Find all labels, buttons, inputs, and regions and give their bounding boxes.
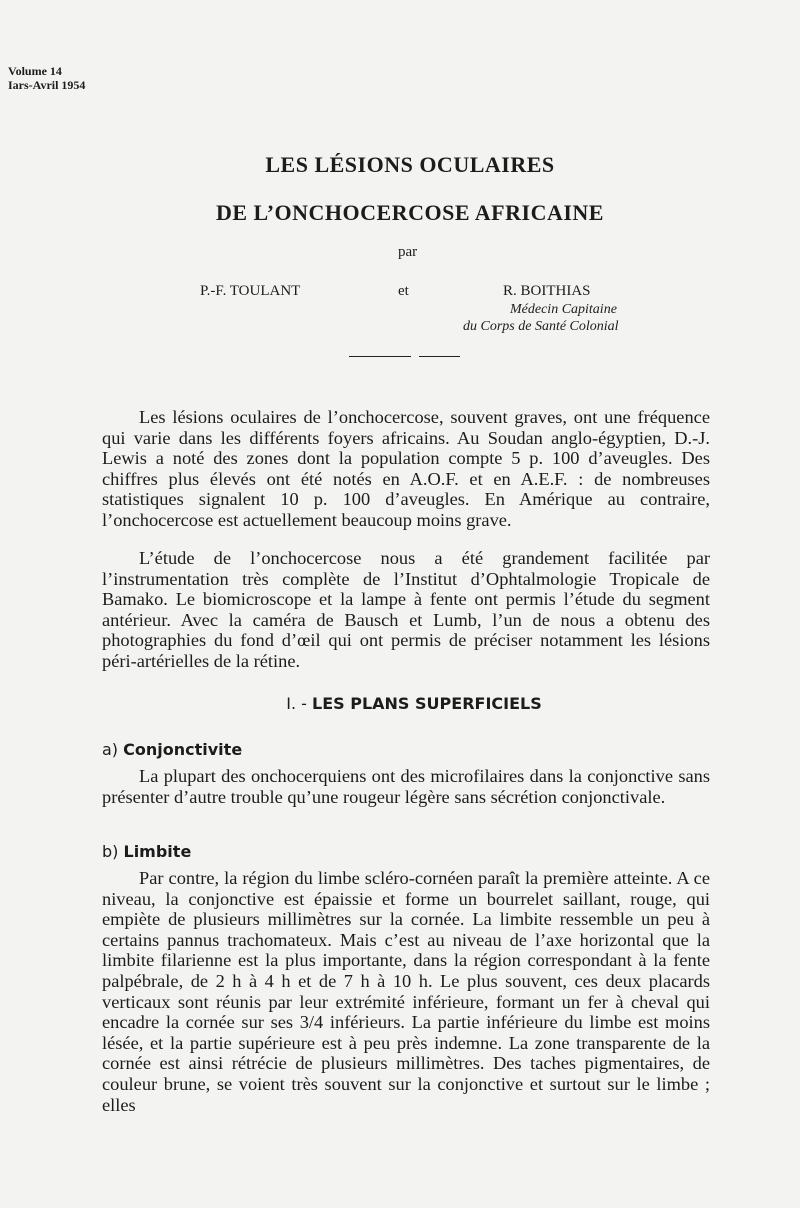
intro-paragraph: Les lésions oculaires de l’onchocercose, souvent graves, ont une fréquence qui varie dans les différents foyers africains. Au Soudan anglo-égyptien, D.-J. Lewis a noté des zones dont la population compte 5 p. 100 d’aveugles. Des chiffres plus élevés ont été notés en A.O.F. et en A.E.F. : de nombreuses statistiques signalent 10 p. 100 d’aveugles. En Amérique au contraire, l’onchocercose est actuellement beaucoup moins grave.	[102, 407, 710, 530]
section-heading	[0, 694, 800, 713]
author-2-role-line-2: du Corps de Santé Colonial	[463, 319, 619, 334]
methods-paragraph: L’étude de l’onchocercose nous a été grandement facilitée par l’instrumentation très complète de l’Institut d’Ophtalmologie Tropicale de Bamako. Le biomicroscope et la lampe à fente ont permis l’étude du segment antérieur. Avec la caméra de Bausch et Lumb, l’un de nous a obtenu des photographies du fond d’œil qui ont permis de préciser notamment les lésions péri-artérielles de la rétine.	[102, 548, 710, 671]
subheading-limbite	[102, 842, 191, 861]
subheading-a-label: a)	[102, 740, 119, 759]
volume-number: Volume 14	[8, 64, 62, 78]
author-2-role-line-1: Médecin Capitaine	[510, 302, 617, 317]
section-title: LES PLANS SUPERFICIELS	[312, 694, 542, 713]
separator-rule-right	[419, 356, 460, 357]
issue-date: Iars-Avril 1954	[8, 78, 86, 92]
author-1: P.-F. TOULANT	[200, 283, 301, 299]
article-title-line-2: DE L’ONCHOCERCOSE AFRICAINE	[216, 200, 604, 225]
section-number: I. -	[286, 694, 307, 713]
subheading-b-text: Limbite	[123, 842, 192, 861]
subheading-a-text: Conjonctivite	[123, 740, 243, 759]
byline-par: par	[398, 244, 418, 260]
limbite-paragraph: Par contre, la région du limbe scléro-cornéen paraît la première atteinte. A ce niveau, la conjonctive est épaissie et forme un bourrelet saillant, rouge, qui empiète de plusieurs millimètres sur la cornée. La limbite ressemble un peu à certains pannus trachomateux. Mais c’est au niveau de l’axe horizontal que la limbite filarienne est la plus importante, dans la région correspondant à la fente palpébrale, de 2 h à 4 h et de 7 h à 10 h. Le plus souvent, ces deux placards verticaux sont réunis par leur extrémité inférieure, formant un fer à cheval qui encadre la cornée sur ses 3/4 inférieurs. La partie inférieure du limbe est moins lésée, et la partie supérieure est à peu près indemne. La zone transparente de la cornée est ainsi rétrécie de plusieurs millimètres. Des taches pigmentaires, de couleur brune, se voient très souvent sur la conjonctive et surtout sur le limbe ; elles	[102, 868, 710, 1115]
subheading-conjonctivite	[102, 740, 242, 759]
byline-et: et	[398, 283, 409, 299]
conjonctivite-paragraph: La plupart des onchocerquiens ont des microfilaires dans la conjonctive sans présenter d’autre trouble qu’une rougeur légère sans sécrétion conjonctivale.	[102, 766, 710, 807]
separator-rule-left	[349, 356, 411, 357]
article-title-line-1: LES LÉSIONS OCULAIRES	[265, 152, 555, 177]
subheading-b-label: b)	[102, 842, 119, 861]
author-2: R. BOITHIAS	[503, 283, 591, 299]
volume-info	[8, 64, 85, 92]
